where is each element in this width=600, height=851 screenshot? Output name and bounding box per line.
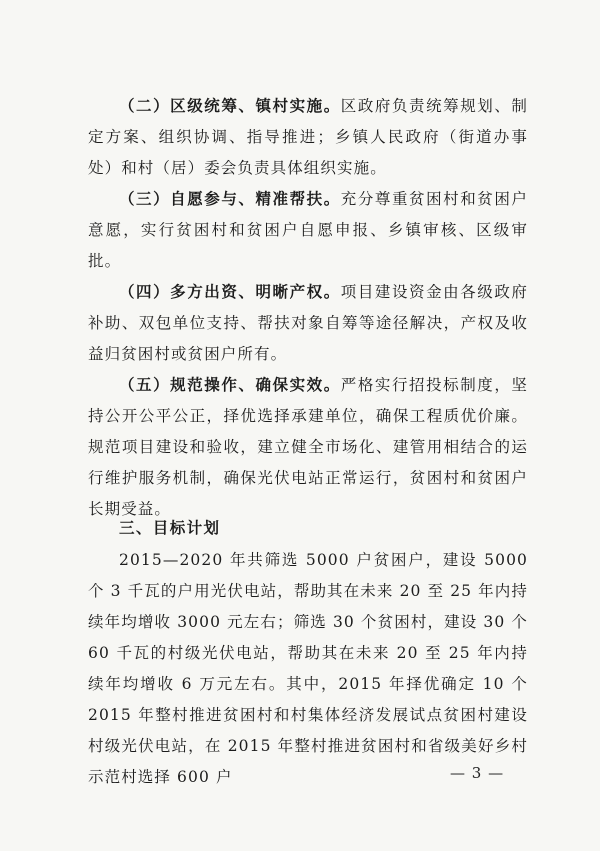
principle-2-body: 区政府负责统筹规划、制定方案、组织协调、指导推进；乡镇人民政府（街道办事处）和村（居）委会负责具体组织实施。 xyxy=(88,97,528,177)
principle-paragraph-4 xyxy=(88,276,528,370)
principle-2-lead: （二）区级统筹、镇村实施。 xyxy=(119,96,341,115)
principle-paragraph-2 xyxy=(88,90,528,184)
principle-5-body: 严格实行招投标制度，坚持公开公平公正，择优选择承建单位，确保工程质优价廉。规范项目建设和验收，建立健全市场化、建管用相结合的运行维护服务机制，确保光伏电站正常运行，贫困村和贫困户长期受益。 xyxy=(88,376,528,518)
principle-4-body: 项目建设资金由各级政府补助、双包单位支持、帮扶对象自筹等途径解决，产权及收益归贫困村或贫困户所有。 xyxy=(88,283,528,363)
principle-4-lead: （四）多方出资、明晰产权。 xyxy=(119,282,341,301)
principle-paragraph-5 xyxy=(88,369,528,525)
principle-3-lead: （三）自愿参与、精准帮扶。 xyxy=(119,189,341,208)
principle-paragraph-3 xyxy=(88,183,528,277)
target-plan-paragraph: 2015—2020 年共筛选 5000 户贫困户，建设 5000 个 3 千瓦的户用光伏电站，帮助其在未来 20 至 25 年内持续年均增收 3000 元左右；筛选 30 个贫困村，建设 30 个 60 千瓦的村级光伏电站，帮助其在未来 20 至 25 年内持续年均增收 6 万元左右。其中，2015 年择优确定 10 个 2015 年整村推进贫困村和村集体经济发展试点贫困村建设村级光伏电站，在 2015 年整村推进贫困村和省级美好乡村示范村选择 600 户 xyxy=(88,551,528,786)
principle-5-lead: （五）规范操作、确保实效。 xyxy=(119,375,341,394)
principle-3-body: 充分尊重贫困村和贫困户意愿，实行贫困村和贫困户自愿申报、乡镇审核、区级审批。 xyxy=(88,190,528,270)
section-heading: 三、目标计划 xyxy=(119,519,221,537)
page-number: — 3 — xyxy=(450,764,505,782)
